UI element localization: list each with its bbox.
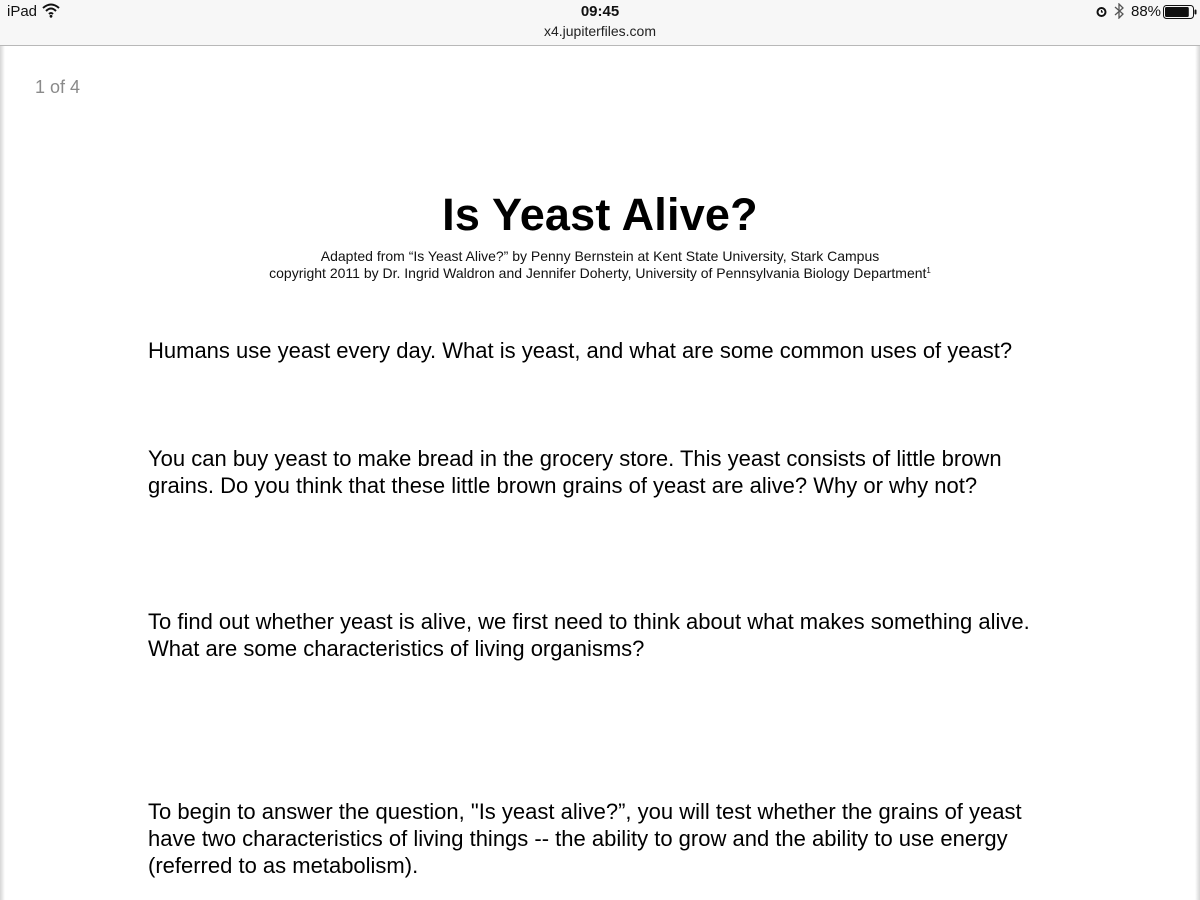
page-indicator: 1 of 4 (35, 77, 81, 97)
device-name: iPad (7, 3, 38, 20)
alarm-icon (1095, 5, 1108, 18)
battery-icon (1163, 5, 1197, 19)
paragraph: To find out whether yeast is alive, we first need to think about what makes something alive. What are some characteristics of living organisms? (148, 609, 1030, 661)
battery-percent: 88% (1131, 3, 1162, 20)
paragraph: To begin to answer the question, "Is yeast alive?”, you will test whether the grains of yeast have two characteristics of living things -- the ability to grow and the ability to use energy (referred to as metabolism). (148, 799, 1022, 878)
copyright-text: copyright 2011 by Dr. Ingrid Waldron and Jennifer Doherty, University of Pennsylvania Biology Department (269, 265, 927, 281)
attribution-line: Adapted from “Is Yeast Alive?” by Penny Bernstein at Kent State University, Stark Campus (320, 248, 880, 264)
pdf-viewer[interactable] (0, 46, 1200, 900)
copyright-line (0, 265, 1200, 281)
status-clock: 09:45 (580, 3, 620, 20)
paragraph: You can buy yeast to make bread in the grocery store. This yeast consists of little brown grains. Do you think that these little brown grains of yeast are alive? Why or why not? (148, 446, 1002, 498)
address-url[interactable]: x4.jupiterfiles.com (543, 23, 657, 39)
page-shadow-left (0, 46, 5, 900)
bluetooth-icon (1114, 3, 1124, 19)
document-title: Is Yeast Alive? (442, 189, 758, 240)
status-bar (0, 0, 1200, 46)
paragraph: Humans use yeast every day. What is yeast, and what are some common uses of yeast? (148, 338, 1013, 363)
page-shadow-right (1195, 46, 1200, 900)
footnote-marker[interactable]: 1 (926, 266, 931, 275)
